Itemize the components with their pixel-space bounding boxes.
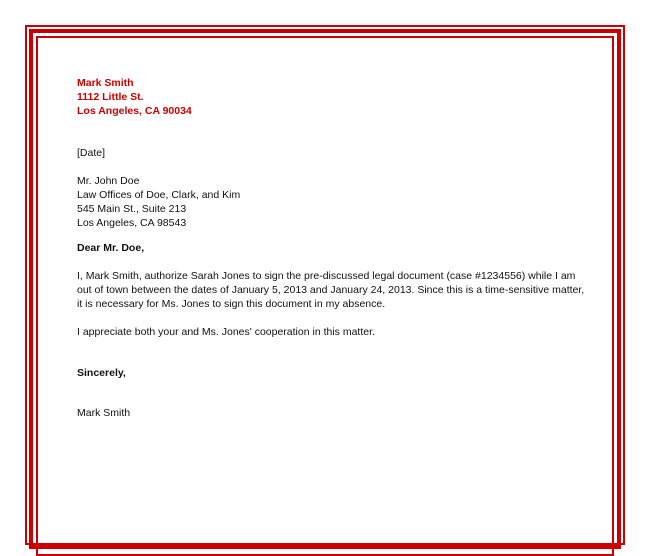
letter-body bbox=[77, 76, 587, 420]
sender-city-state-zip: Los Angeles, CA 90034 bbox=[77, 105, 192, 117]
recipient-street: 545 Main St., Suite 213 bbox=[77, 203, 187, 215]
recipient-company: Law Offices of Doe, Clark, and Kim bbox=[77, 189, 241, 201]
salutation: Dear Mr. Doe, bbox=[77, 242, 145, 254]
recipient-name: Mr. John Doe bbox=[77, 175, 140, 187]
sender-address-block bbox=[77, 76, 587, 118]
recipient-city-state-zip: Los Angeles, CA 98543 bbox=[77, 217, 187, 229]
body-paragraph-1: I, Mark Smith, authorize Sarah Jones to sign the pre-discussed legal document (case #1234556) while I am out of town between the dates of January 5, 2013 and January 24, 2013. Since this is a time-sensitive matter, it is necessary for Ms. Jones to sign this document in my absence. bbox=[77, 270, 585, 310]
sender-street: 1112 Little St. bbox=[77, 91, 144, 103]
body-paragraph-2: I appreciate both your and Ms. Jones' cooperation in this matter. bbox=[77, 326, 375, 338]
recipient-address-block bbox=[77, 174, 587, 230]
sender-name: Mark Smith bbox=[77, 77, 134, 89]
letter-date: [Date] bbox=[77, 147, 106, 159]
closing: Sincerely, bbox=[77, 367, 126, 379]
signature-name: Mark Smith bbox=[77, 407, 131, 419]
